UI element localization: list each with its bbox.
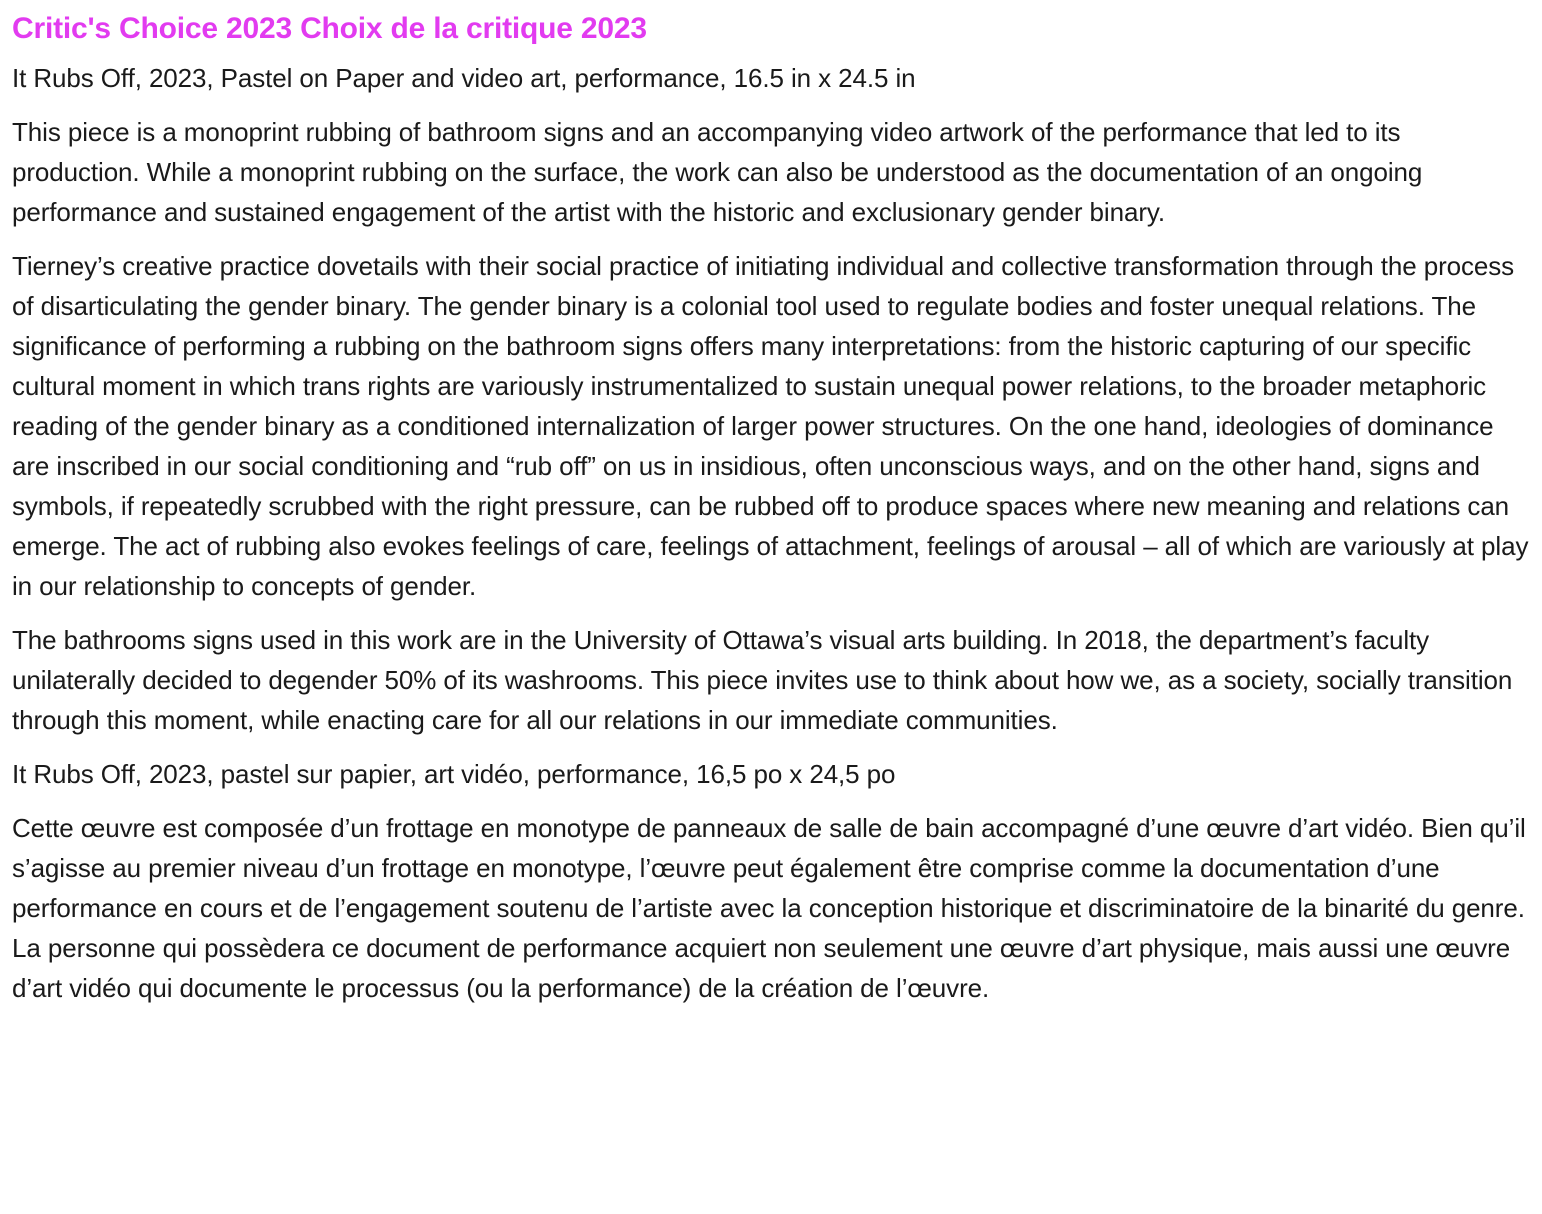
description-paragraph-french-1: Cette œuvre est composée d’un frottage en monotype de panneaux de salle de bain accompagné d’une œuvre d’art vidéo. Bien qu’il s’agisse au premier niveau d’un frottage en monotype, l’œuvre peut également être comprise comme la documentation d’une performance en cours et de l’engagement soutenu de l’artiste avec la conception historique et discriminatoire de la binarité du genre. La personne qui possèdera ce document de performance acquiert non seulement une œuvre d’art physique, mais aussi une œuvre d’art vidéo qui documente le processus (ou la performance) de la création de l’œuvre. — [12, 813, 1526, 1003]
description-paragraph-english-2: Tierney’s creative practice dovetails with their social practice of initiating individual and collective transformation through the process of disarticulating the gender binary. The gender binary is a colonial tool used to regulate bodies and foster unequal relations. The significance of performing a rubbing on the bathroom signs offers many interpretations: from the historic capturing of our specific cultural moment in which trans rights are variously instrumentalized to sustain unequal power relations, to the broader metaphoric reading of the gender binary as a conditioned internalization of larger power structures. On the one hand, ideologies of dominance are inscribed in our social conditioning and “rub off” on us in insidious, often unconscious ways, and on the other hand, signs and symbols, if repeatedly scrubbed with the right pressure, can be rubbed off to produce spaces where new meaning and relations can emerge. The act of rubbing also evokes feelings of care, feelings of attachment, feelings of arousal – all of which are variously at play in our relationship to concepts of gender. — [12, 251, 1529, 601]
page-title: Critic's Choice 2023 Choix de la critique 2023 — [12, 12, 647, 45]
description-paragraph-english-3: The bathrooms signs used in this work are in the University of Ottawa’s visual arts building. In 2018, the department’s faculty unilaterally decided to degender 50% of its washrooms. This piece invites use to think about how we, as a society, socially transition through this moment, while enacting care for all our relations in our immediate communities. — [12, 625, 1513, 735]
artwork-caption-english: It Rubs Off, 2023, Pastel on Paper and video art, performance, 16.5 in x 24.5 in — [12, 63, 916, 93]
description-paragraph-english-1: This piece is a monoprint rubbing of bathroom signs and an accompanying video artwork of the performance that led to its production. While a monoprint rubbing on the surface, the work can also be understood as the documentation of an ongoing performance and sustained engagement of the artist with the historic and exclusionary gender binary. — [12, 117, 1423, 227]
artwork-caption-french: It Rubs Off, 2023, pastel sur papier, art vidéo, performance, 16,5 po x 24,5 po — [12, 759, 896, 789]
